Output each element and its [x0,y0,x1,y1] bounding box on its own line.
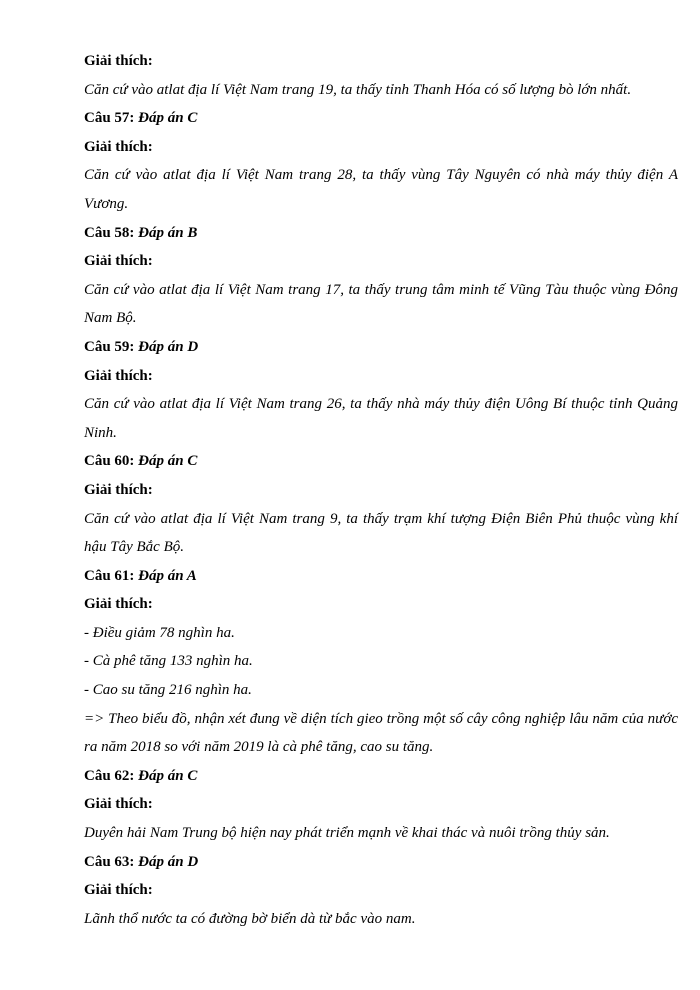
explanation-label: Giải thích: [84,53,153,69]
explanation-label: Giải thích: [84,596,153,613]
question-number: Câu 59: [84,338,135,355]
explanation-label: Giải thích: [84,367,153,384]
explanation-label: Giải thích: [84,253,153,270]
bullet-item: - Cao su tăng 216 nghìn ha. [84,682,252,699]
question-heading [84,562,678,591]
bullet-item: - Cà phê tăng 133 nghìn ha. [84,653,253,670]
explanation-label: Giải thích: [84,138,153,155]
explanation-text: Căn cứ vào atlat địa lí Việt Nam trang 17, ta thấy trung tâm minh tế Vũng Tàu thuộc vùng Đông Nam Bộ. [84,281,678,327]
answer-text: Đáp án D [138,853,199,870]
question-heading [84,447,678,476]
answer-text: Đáp án B [138,224,198,241]
question-heading [84,219,678,248]
explanation-text: Lãnh thổ nước ta có đường bờ biển dà từ bắc vào nam. [84,910,416,927]
document-page [84,47,678,933]
question-number: Câu 57: [84,110,135,127]
question-heading [84,762,678,791]
answer-text: Đáp án C [138,767,198,784]
explanation-label: Giải thích: [84,481,153,498]
conclusion-text: => Theo biểu đồ, nhận xét đung về diện tích gieo trồng một số cây công nghiệp lâu năm của nước ra năm 2018 so với năm 2019 là cà phê tăng, cao su tăng. [84,710,678,756]
explanation-text: Căn cứ vào atlat địa lí Việt Nam trang 19, ta thấy tỉnh Thanh Hóa có số lượng bò lớn nhất. [84,81,632,98]
answer-text: Đáp án C [138,453,198,470]
question-number: Câu 61: [84,567,135,584]
explanation-label: Giải thích: [84,882,153,899]
question-number: Câu 60: [84,453,135,470]
explanation-label: Giải thích: [84,796,153,813]
answer-text: Đáp án D [138,338,199,355]
answer-text: Đáp án A [138,567,197,584]
question-number: Câu 63: [84,853,135,870]
bullet-item: - Điều giảm 78 nghìn ha. [84,624,235,641]
question-heading [84,848,678,877]
question-heading [84,104,678,133]
explanation-text: Duyên hải Nam Trung bộ hiện nay phát triển mạnh về khai thác và nuôi trồng thủy sản. [84,825,610,842]
explanation-text: Căn cứ vào atlat địa lí Việt Nam trang 28, ta thấy vùng Tây Nguyên có nhà máy thủy điện A Vương. [84,167,678,212]
explanation-text: Căn cứ vào atlat địa lí Việt Nam trang 9, ta thấy trạm khí tượng Điện Biên Phủ thuộc vùng khí hậu Tây Bắc Bộ. [84,510,678,556]
question-number: Câu 58: [84,224,135,241]
answer-text: Đáp án C [138,110,198,127]
question-heading [84,333,678,362]
question-number: Câu 62: [84,767,135,784]
explanation-text: Căn cứ vào atlat địa lí Việt Nam trang 26, ta thấy nhà máy thủy điện Uông Bí thuộc tỉnh Quảng Ninh. [84,396,678,441]
